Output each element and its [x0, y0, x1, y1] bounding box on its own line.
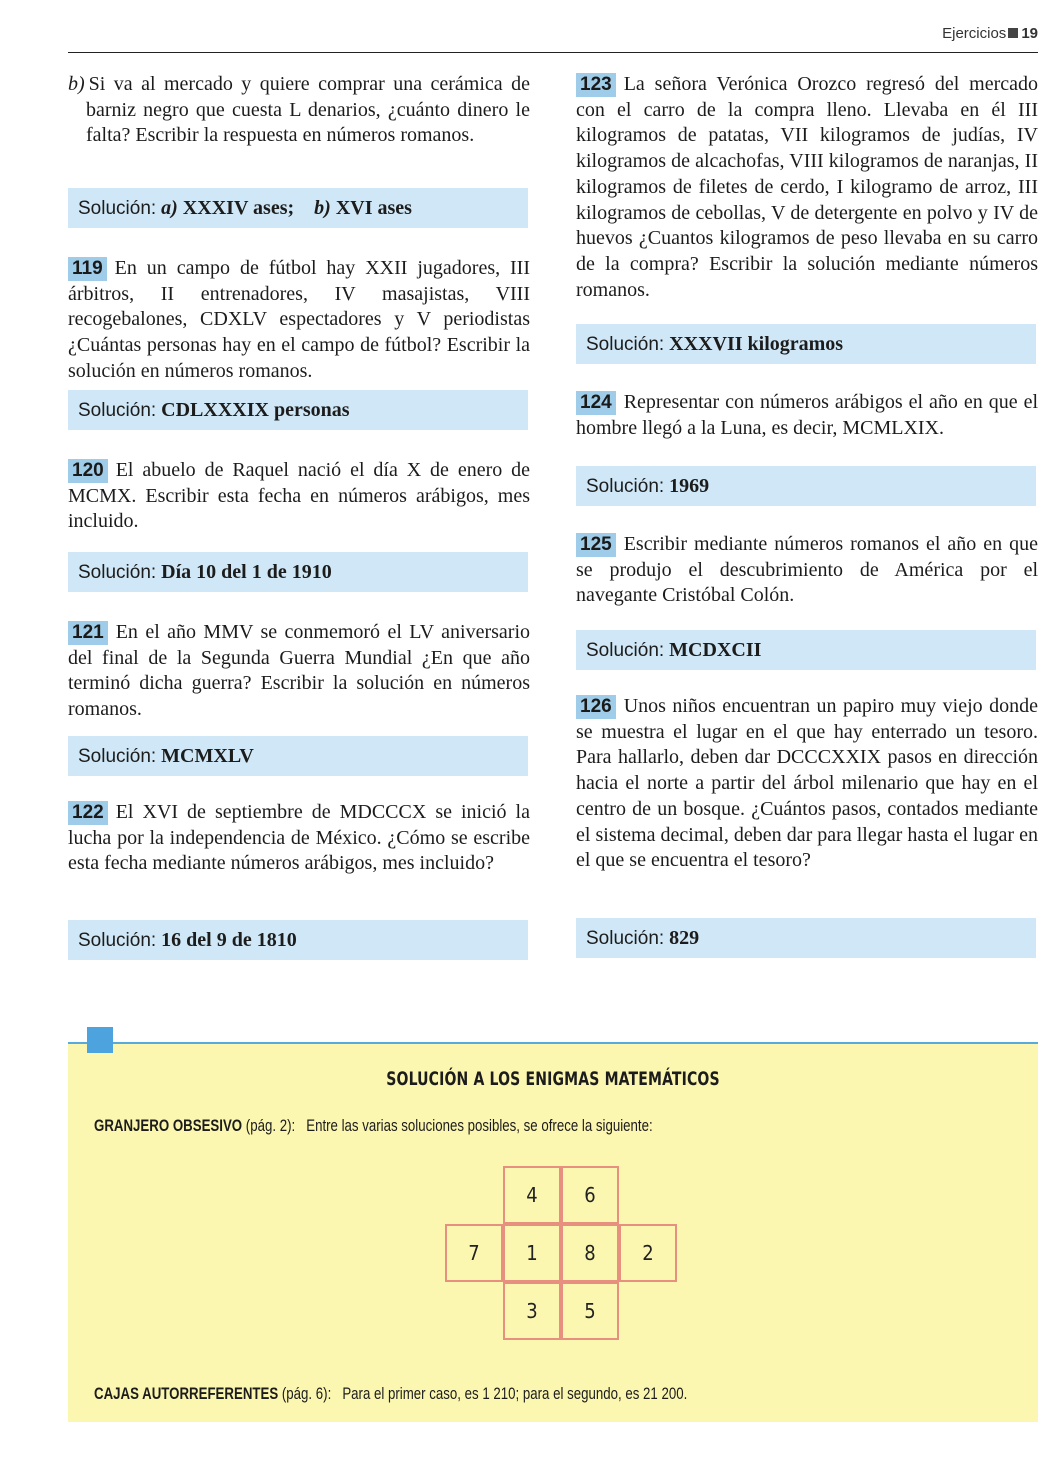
solution-124 — [576, 466, 1036, 506]
granjero-text: Entre las varias soluciones posibles, se ofrece la siguiente: — [306, 1116, 653, 1135]
exercise-124 — [576, 390, 1038, 441]
solution-120 — [68, 552, 528, 592]
square-bullet-icon — [1008, 28, 1018, 38]
exercise-122 — [68, 800, 530, 877]
exercise-text: Escribir mediante números romanos el año en que se produjo el descubrimiento de América por el navegante Cristóbal Colón. — [576, 533, 1038, 607]
exercise-125 — [576, 532, 1038, 609]
cajas-label: CAJAS AUTORREFERENTES — [94, 1384, 279, 1403]
exercise-121 — [68, 620, 530, 723]
exercise-text: Si va al mercado y quiere comprar una cerámica de barniz negro que cuesta L denarios, ¿cuánto dinero le falta? Escribir la respuesta en números romanos. — [86, 73, 530, 147]
granjero-line — [94, 1116, 653, 1136]
solution-value: MCMXLV — [161, 745, 254, 767]
exercise-126 — [576, 694, 1038, 874]
solution-119 — [68, 390, 528, 430]
solution-122 — [68, 920, 528, 960]
granjero-label: GRANJERO OBSESIVO — [94, 1116, 243, 1135]
solution-value: MCDXCII — [669, 639, 762, 661]
solution-125 — [576, 630, 1036, 670]
solution-label: Solución: — [586, 476, 665, 497]
solution-value: XXXVII kilogramos — [669, 333, 844, 355]
exercise-118b — [68, 72, 530, 149]
solution-a-value: XXXIV ases; — [182, 197, 295, 219]
exercise-123 — [576, 72, 1038, 303]
exercise-number: 119 — [68, 257, 107, 281]
grid-cell: 2 — [619, 1224, 677, 1282]
cajas-ref: (pág. 6): — [281, 1384, 332, 1403]
solution-b-value: XVI ases — [335, 197, 412, 219]
exercise-text: En un campo de fútbol hay XXII jugadores, III árbitros, II entrenadores, IV masajistas, VIII recogebalones, CDXLV espectadores y V periodistas ¿Cuántas personas hay en el campo de fútbol? Escribir la solución en números romanos. — [68, 257, 530, 382]
grid-cell: 5 — [561, 1282, 619, 1340]
exercise-text: Unos niños encuentran un papiro muy viejo donde se muestra el lugar en el que hay enterrado un tesoro. Para hallarlo, deben dar DCCCXXIX pasos en dirección hacia el norte a partir del árbol milenario que hay en el centro de un bosque. ¿Cuántos pasos, contados mediante el sistema decimal, deben dar para llegar hasta el lugar en el que se encuentra el tesoro? — [576, 695, 1038, 872]
cajas-line — [94, 1384, 687, 1404]
header-rule — [68, 52, 1038, 53]
solution-label: Solución: — [78, 930, 157, 951]
exercise-number: 121 — [68, 621, 108, 645]
exercise-number: 120 — [68, 459, 108, 483]
solution-value: 829 — [669, 927, 700, 949]
solution-label: Solución: — [78, 400, 157, 421]
exercise-number: 124 — [576, 391, 616, 415]
solution-126 — [576, 918, 1036, 958]
exercise-text: El abuelo de Raquel nació el día X de enero de MCMX. Escribir esta fecha en números arábigos, mes incluido. — [68, 459, 530, 533]
exercise-120 — [68, 458, 530, 535]
page-number: 19 — [1021, 25, 1038, 42]
solution-123 — [576, 324, 1036, 364]
grid-cell: 7 — [445, 1224, 503, 1282]
exercise-number: 126 — [576, 695, 616, 719]
solution-121 — [68, 736, 528, 776]
solution-label: Solución: — [586, 928, 665, 949]
solution-label: Solución: — [586, 640, 665, 661]
exercise-text: Representar con números arábigos el año en que el hombre llegó a la Luna, es decir, MCMLXIX. — [576, 391, 1038, 439]
solution-label: Solución: — [78, 746, 157, 767]
exercise-number: 122 — [68, 801, 108, 825]
section-marker-square — [87, 1027, 113, 1053]
exercise-text: La señora Verónica Orozco regresó del mercado con el carro de la compra lleno. Llevaba en él III kilogramos de patatas, VII kilogramos de judías, IV kilogramos de alcachofas, VIII kilogramos de naranjas, II kilogramos de filetes de cerdo, I kilogramo de arroz, III kilogramos de cebollas, V de detergente en polvo y IV de huevos ¿Cuantos kilogramos de peso llevaba en su carro de la compra? Escribir la solución mediante números romanos. — [576, 73, 1038, 301]
exercise-number: 125 — [576, 533, 616, 557]
exercise-number: 123 — [576, 73, 616, 97]
solution-118 — [68, 188, 528, 228]
grid-cell: 8 — [561, 1224, 619, 1282]
grid-cell: 4 — [503, 1166, 561, 1224]
section-name: Ejercicios — [942, 25, 1007, 42]
solution-value: CDLXXXIX personas — [161, 399, 350, 421]
solution-label: Solución: — [78, 198, 157, 219]
grid-cell: 3 — [503, 1282, 561, 1340]
cajas-text: Para el primer caso, es 1 210; para el segundo, es 21 200. — [342, 1384, 688, 1403]
enigmas-solution-box — [68, 1042, 1038, 1422]
granjero-ref: (pág. 2): — [245, 1116, 296, 1135]
grid-cell: 1 — [503, 1224, 561, 1282]
solution-value: Día 10 del 1 de 1910 — [161, 561, 332, 583]
exercise-text: El XVI de septiembre de MDCCCX se inició la lucha por la independencia de México. ¿Cómo se escribe esta fecha mediante números arábigos, mes incluido? — [68, 801, 530, 875]
solution-value: 16 del 9 de 1810 — [161, 929, 297, 951]
solution-a-label: a) — [161, 197, 178, 219]
solution-label: Solución: — [78, 562, 157, 583]
running-header — [942, 25, 1038, 42]
enigmas-title: SOLUCIÓN A LOS ENIGMAS MATEMÁTICOS — [386, 1068, 720, 1090]
grid-cell: 6 — [561, 1166, 619, 1224]
solution-label: Solución: — [586, 334, 665, 355]
solution-b-label: b) — [314, 197, 331, 219]
exercise-text: En el año MMV se conmemoró el LV aniversario del final de la Segunda Guerra Mundial ¿En que año terminó dicha guerra? Escribir la solución en números romanos. — [68, 621, 530, 721]
exercise-119 — [68, 256, 530, 385]
solution-value: 1969 — [669, 475, 710, 497]
item-label: b) — [68, 73, 85, 95]
